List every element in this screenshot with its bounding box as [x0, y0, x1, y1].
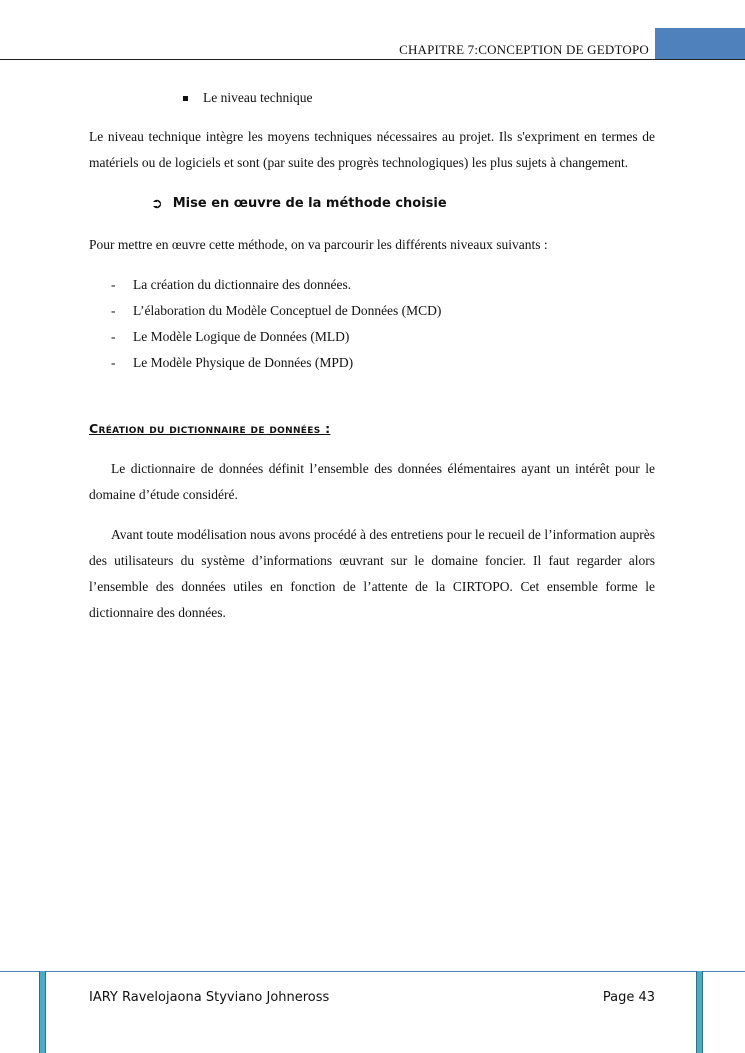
list-item: [89, 272, 655, 298]
chapter-header: CHAPITRE 7:CONCEPTION DE GEDTOPO: [399, 42, 649, 57]
list-item: [89, 298, 655, 324]
paragraph-method-intro: Pour mettre en œuvre cette méthode, on va parcourir les différents niveaux suivants :: [89, 237, 548, 252]
footer-rule: [0, 971, 745, 972]
dash-bullet: -: [111, 329, 116, 344]
header-rule: [0, 59, 745, 60]
dash-bullet: -: [111, 355, 116, 370]
levels-list: [89, 272, 655, 376]
footer-author: IARY Ravelojaona Styviano Johneross: [89, 990, 330, 1005]
page-number: Page 43: [602, 990, 655, 1005]
footer-right-bar: [696, 971, 703, 1053]
list-item-text: L’élaboration du Modèle Conceptuel de Données (MCD): [133, 303, 442, 318]
list-item: [89, 350, 655, 376]
arrow-heading: [151, 192, 655, 216]
list-item-text: La création du dictionnaire des données.: [133, 277, 352, 292]
dash-bullet: -: [111, 303, 116, 318]
bullet-heading: [183, 86, 655, 110]
bullet-heading-text: Le niveau technique: [203, 90, 313, 105]
paragraph-technical-level: Le niveau technique intègre les moyens techniques nécessaires au projet. Ils s'expriment en termes de matériels ou de logiciels et sont (par suite des progrès technologiques) les plus sujets à changement.: [89, 129, 655, 170]
arrow-right-icon: ➲: [151, 196, 163, 212]
page-content: [89, 86, 655, 626]
square-bullet-icon: [183, 96, 188, 101]
section-title: Création du dictionnaire de données :: [89, 421, 331, 436]
footer-left-bar: [39, 971, 46, 1053]
header-accent-block: [655, 28, 745, 60]
arrow-heading-text: Mise en œuvre de la méthode choisie: [172, 196, 447, 211]
list-item: [89, 324, 655, 350]
dash-bullet: -: [111, 277, 116, 292]
paragraph-dictionary-definition: Le dictionnaire de données définit l’ensemble des données élémentaires ayant un intérêt pour le domaine d’étude considéré.: [89, 461, 655, 502]
paragraph-modeling-interviews: Avant toute modélisation nous avons procédé à des entretiens pour le recueil de l’information auprès des utilisateurs du système d’informations œuvrant sur le domaine foncier. Il faut regarder alors l’ensemble des données utiles en fonction de l’attente de la CIRTOPO. Cet ensemble forme le dictionnaire des données.: [89, 527, 655, 620]
list-item-text: Le Modèle Logique de Données (MLD): [133, 329, 350, 344]
list-item-text: Le Modèle Physique de Données (MPD): [133, 355, 354, 370]
